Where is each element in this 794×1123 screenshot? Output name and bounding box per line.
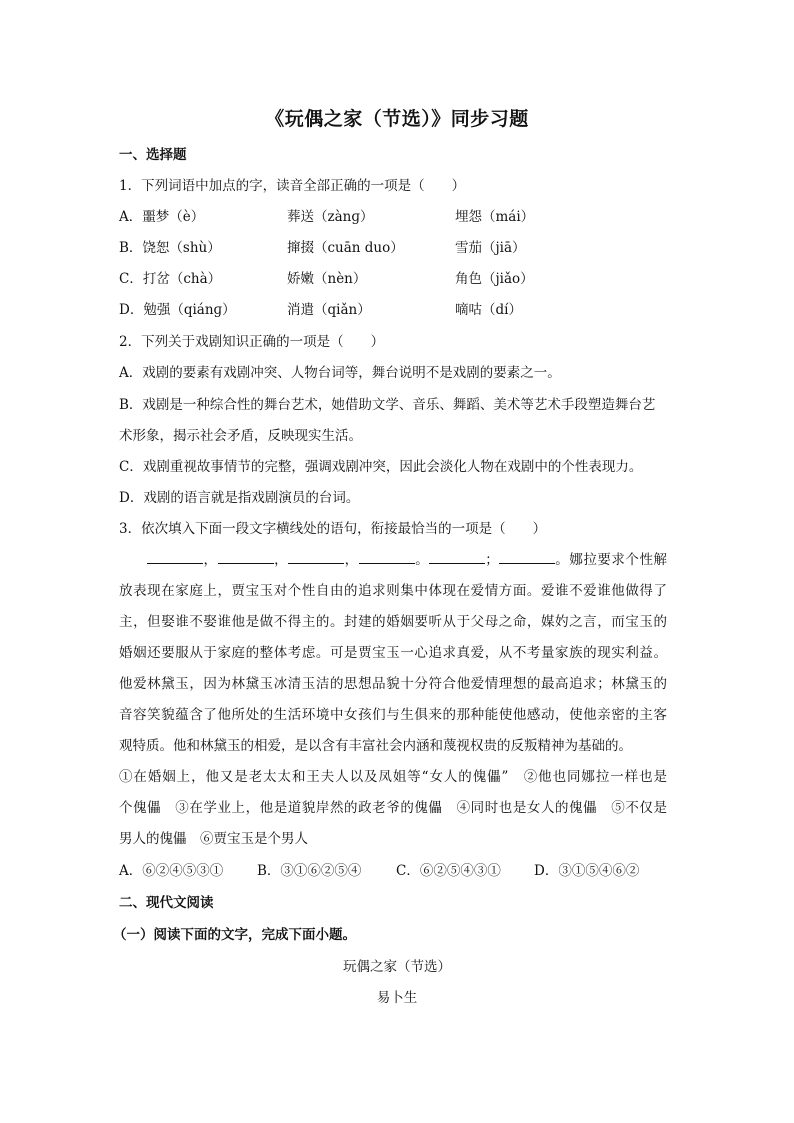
sentence-option-line: ①在婚姻上，他又是老太太和王夫人以及凤姐等“女人的傀儡” ②他也同娜拉一样也是 — [119, 769, 667, 785]
question-1-option-a — [119, 208, 679, 226]
question-3-passage — [119, 545, 667, 855]
question-1-option-b — [119, 239, 679, 257]
answer-blank — [288, 551, 344, 564]
passage-line: 音容笑貌蕴含了他所处的生活环境中女孩们与生俱来的那种能使他感动，使他亲密的主客 — [119, 707, 667, 723]
question-2-option-d: D．戏剧的语言就是指戏剧演员的台词。 — [119, 490, 360, 506]
answer-option-d: D．③①⑤④⑥② — [534, 863, 640, 879]
question-3-stem: 3．依次填入下面一段文字横线处的语句，衔接最恰当的一项是（ ） — [119, 521, 547, 537]
option-a-word-2: 葬送（zànɡ） — [287, 209, 374, 225]
blank-separator: 。 — [554, 552, 570, 568]
section-heading-reading: 二、现代文阅读 — [119, 895, 214, 911]
reading-author: 易卜生 — [376, 990, 418, 1006]
blank-separator: 。 — [414, 552, 430, 568]
answer-blank — [359, 551, 415, 564]
blank-separator: ， — [344, 552, 359, 568]
passage-line-blanks — [119, 545, 667, 576]
reading-work-title: 玩偶之家（节选） — [343, 959, 451, 975]
option-c-word-1: C．打岔（chà） — [119, 271, 222, 287]
option-b-word-2: 撺掇（cuān duo） — [287, 240, 404, 256]
option-d-word-1: D．勉强（qiánɡ） — [119, 302, 236, 318]
answer-option-a: A．⑥②④⑤③① — [119, 863, 224, 879]
question-2-option-a: A．戏剧的要素有戏剧冲突、人物台词等，舞台说明不是戏剧的要素之一。 — [119, 365, 561, 381]
option-c-word-2: 娇嫩（nèn） — [287, 271, 367, 287]
answer-blank — [429, 551, 485, 564]
option-c-word-3: 角色（jiǎo） — [455, 271, 534, 287]
blank-separator: ， — [203, 552, 218, 568]
passage-line: 观特质。他和林黛玉的相爱，是以含有丰富社会内涵和蔑视权贵的反叛精神为基础的。 — [119, 738, 632, 754]
question-1-stem: 1．下列词语中加点的字，读音全部正确的一项是（ ） — [119, 178, 466, 194]
answer-option-b: B．③①⑥②⑤④ — [257, 863, 362, 879]
passage-line: 他爱林黛玉，因为林黛玉冰清玉洁的思想品貌十分符合他爱情理想的最高追求；林黛玉的 — [119, 676, 667, 692]
question-2-option-b: B．戏剧是一种综合性的舞台艺术，她借助文学、音乐、舞蹈、美术等艺术手段塑造舞台艺 — [119, 397, 656, 413]
question-2-option-b-cont: 术形象，揭示社会矛盾，反映现实生活。 — [119, 428, 362, 444]
sentence-option-line: 个傀儡 ③在学业上，他是道貌岸然的政老爷的傀儡 ④同时也是女人的傀儡 ⑤不仅是 — [119, 800, 667, 816]
option-a-word-3: 埋怨（mái） — [455, 209, 535, 225]
option-b-word-3: 雪茄（jiā） — [455, 240, 526, 256]
question-3-answers — [119, 862, 679, 880]
answer-blank — [218, 551, 274, 564]
option-d-word-2: 消遣（qiǎn） — [287, 302, 371, 318]
blank-separator: ， — [273, 552, 289, 568]
passage-text: 娜拉要求个性解 — [569, 552, 667, 568]
option-a-word-1: A．噩梦（è） — [119, 209, 205, 225]
sentence-option-line: 男人的傀儡 ⑥贾宝玉是个男人 — [119, 831, 308, 847]
passage-line: 主，但娶谁不娶谁他是做不得主的。封建的婚姻要听从于父母之命，媒妁之言，而宝玉的 — [119, 614, 667, 630]
question-2-stem: 2．下列关于戏剧知识正确的一项是（ ） — [119, 334, 385, 350]
passage-line: 婚姻还要服从于家庭的整体考虑。可是贾宝玉一心追求真爱，从不考量家族的现实利益。 — [119, 645, 667, 661]
section-heading-choice: 一、选择题 — [119, 147, 187, 163]
question-1-option-c — [119, 270, 679, 288]
page-title: 《玩偶之家（节选）》同步习题 — [265, 108, 529, 130]
blank-separator: ； — [485, 552, 499, 568]
answer-blank — [147, 551, 203, 564]
answer-blank — [499, 551, 555, 564]
question-2-option-c: C．戏剧重视故事情节的完整，强调戏剧冲突，因此会淡化人物在戏剧中的个性表现力。 — [119, 459, 643, 475]
answer-option-c: C．⑥②⑤④③① — [396, 863, 501, 879]
passage-line: 放表现在家庭上，贾宝玉对个性自由的追求则集中体现在爱情方面。爱谁不爱谁他做得了 — [119, 583, 667, 599]
subsection-heading: （一）阅读下面的文字，完成下面小题。 — [113, 927, 356, 943]
option-d-word-3: 嘀咕（dí） — [455, 302, 522, 318]
option-b-word-1: B．饶恕（shù） — [119, 240, 221, 256]
question-1-option-d — [119, 301, 679, 319]
